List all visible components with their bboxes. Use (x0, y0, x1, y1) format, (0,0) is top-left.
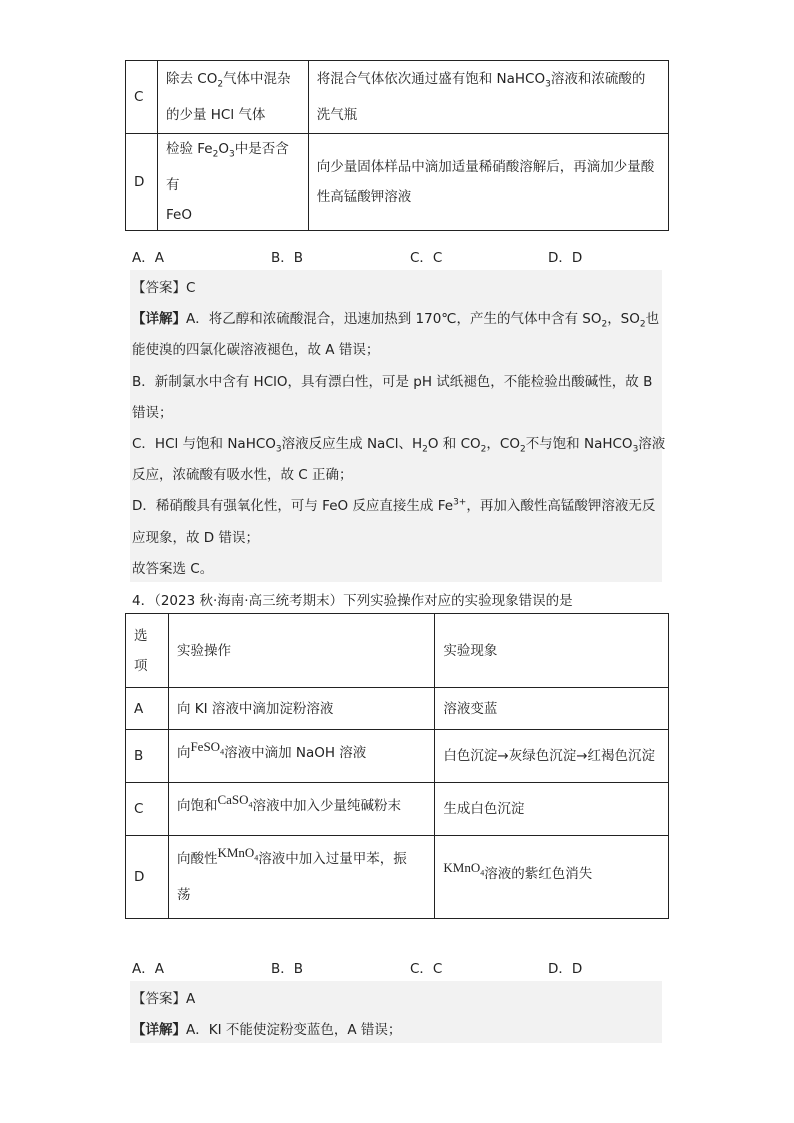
detail-b-line2: 错误； (132, 405, 173, 421)
question-4-title: 4．（2023 秋·海南·高三统考期末）下列实验操作对应的实验现象错误的是 (132, 593, 573, 609)
option-d: D．D (548, 250, 583, 266)
row-label: B (126, 730, 169, 783)
observation-cell: 白色沉淀→灰绿色沉淀→红褐色沉淀 (435, 730, 669, 783)
detail-a-line: 【详解】A．KI 不能使淀粉变蓝色，A 错误； (132, 1022, 402, 1038)
option-d: D．D (548, 961, 583, 977)
options-table-1 (125, 60, 669, 231)
answer-label: 【答案】A (132, 991, 196, 1007)
operation-cell: 向 KI 溶液中滴加淀粉溶液 (168, 688, 434, 730)
table-row (126, 730, 669, 783)
table-row (126, 134, 669, 231)
detail-c-line2: 反应，浓硫酸有吸水性，故 C 正确； (132, 467, 353, 483)
detail-b-line1: B．新制氯水中含有 HClO，具有漂白性，可是 pH 试纸褪色，不能检验出酸碱性，故 B (132, 374, 653, 390)
experiment-table (125, 613, 669, 919)
header-observation: 实验现象 (435, 614, 669, 688)
observation-cell: KMnO$_4$溶液的紫红色消失 (435, 836, 669, 919)
option-a: A．A (132, 961, 164, 977)
option-a: A．A (132, 250, 164, 266)
detail-d-line2: 应现象，故 D 错误； (132, 530, 259, 546)
answer-options-1 (132, 246, 652, 266)
operation-cell: 向酸性KMnO$_4$溶液中加入过量甲苯，振 荡 (168, 836, 434, 919)
row-label: D (126, 836, 169, 919)
row-label: A (126, 688, 169, 730)
purpose-cell: 检验 $Fe_2O_3$中是否含有 FeO (157, 134, 308, 231)
table-row (126, 61, 669, 134)
operation-cell: 向饱和CaSO$_4$溶液中加入少量纯碱粉末 (168, 783, 434, 836)
header-operation: 实验操作 (168, 614, 434, 688)
row-label: C (126, 783, 169, 836)
table-header-row (126, 614, 669, 688)
observation-cell: 溶液变蓝 (435, 688, 669, 730)
method-cell: 将混合气体依次通过盛有饱和 NaHCO$_3$溶液和浓硫酸的 洗气瓶 (308, 61, 668, 134)
observation-cell: 生成白色沉淀 (435, 783, 669, 836)
operation-cell: 向FeSO$_4$溶液中滴加 NaOH 溶液 (168, 730, 434, 783)
option-b: B．B (271, 961, 304, 977)
final-answer: 故答案选 C。 (132, 561, 214, 577)
method-cell: 向少量固体样品中滴加适量稀硝酸溶解后，再滴加少量酸 性高锰酸钾溶液 (308, 134, 668, 231)
answer-options-2 (132, 957, 652, 977)
option-c: C．C (410, 961, 443, 977)
table-row (126, 836, 669, 919)
row-label: C (126, 61, 158, 134)
option-c: C．C (410, 250, 443, 266)
answer-label: 【答案】C (132, 280, 196, 296)
table-row (126, 688, 669, 730)
header-option: 选 项 (126, 614, 169, 688)
row-label: D (126, 134, 158, 231)
purpose-cell: 除去 $CO_2$气体中混杂 的少量 HCl 气体 (157, 61, 308, 134)
detail-a-line2: 能使溴的四氯化碳溶液褪色，故 A 错误； (132, 342, 380, 358)
detail-d-line1: D．稀硝酸具有强氧化性，可与 FeO 反应直接生成 $Fe^{3+}$，再加入酸性高锰酸钾溶液无反 (132, 497, 656, 514)
option-b: B．B (271, 250, 304, 266)
detail-c-line1: C．HCl 与饱和 NaHCO$_3$溶液反应生成 NaCl、$H_2O$ 和 $CO_2$，$CO_2$不与饱和 NaHCO$_3$溶液 (132, 436, 666, 455)
table-row (126, 783, 669, 836)
detail-a-line1: 【详解】A．将乙醇和浓硫酸混合，迅速加热到 170℃，产生的气体中含有 $SO_2$，$SO_2$也 (132, 311, 660, 330)
